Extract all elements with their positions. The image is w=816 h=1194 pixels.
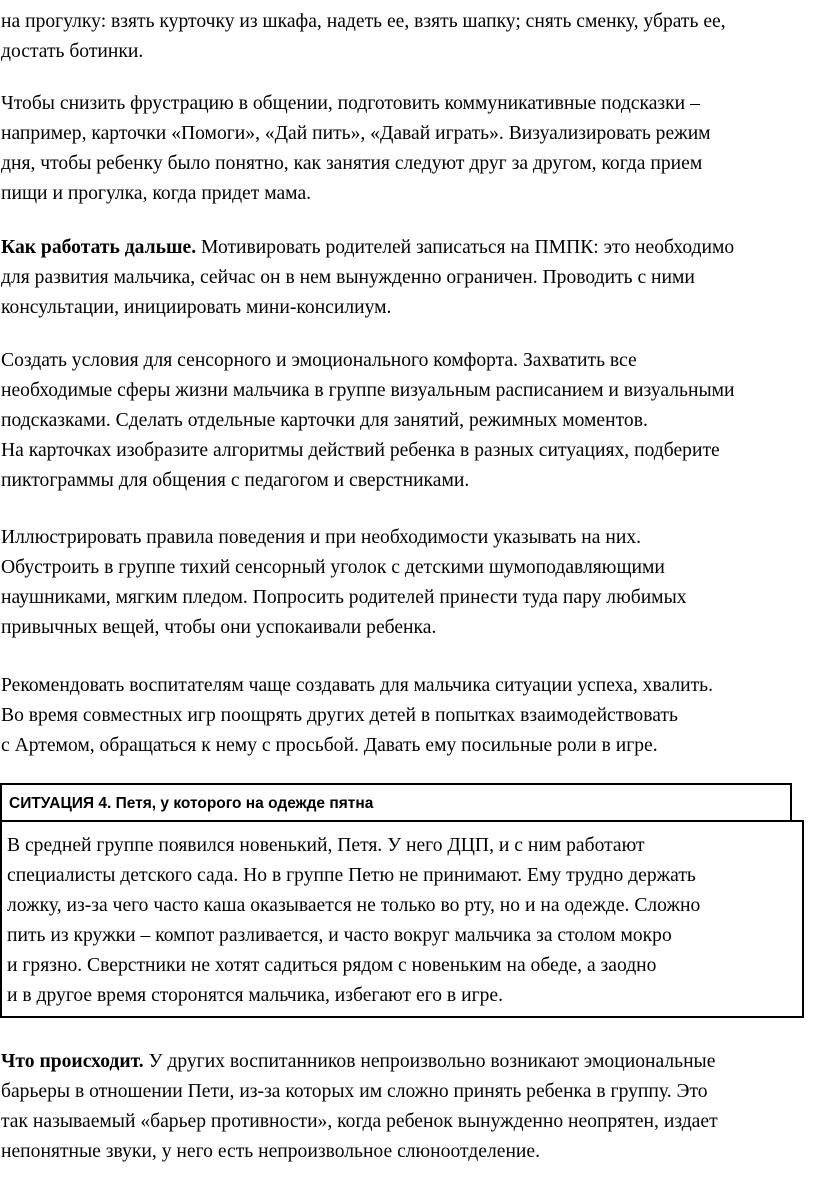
text-line: достать ботинки.	[1, 41, 144, 62]
next-steps-paragraph	[1, 233, 813, 323]
text-line: пиктограммы для общения с педагогом и сверстниками.	[1, 470, 470, 491]
text-line: Иллюстрировать правила поведения и при необходимости указывать на них.	[1, 527, 642, 548]
section-heading: Как работать дальше.	[1, 237, 197, 258]
text-line: с Артемом, обращаться к нему с просьбой. Давать ему посильные роли в игре.	[1, 735, 658, 756]
rules-paragraph	[1, 523, 813, 643]
text-line: подсказками. Сделать отдельные карточки для занятий, режимных моментов.	[1, 410, 648, 431]
text-line: барьеры в отношении Пети, из-за которых им сложно принять ребенка в группу. Это	[1, 1081, 708, 1102]
what-happens-paragraph	[1, 1047, 813, 1167]
text-line: На карточках изобразите алгоритмы действий ребенка в разных ситуациях, подберите	[1, 440, 720, 461]
situation-description-box	[0, 820, 804, 1018]
situation-title-box	[0, 783, 792, 820]
text-line: необходимые сферы жизни мальчика в группе визуальным расписанием и визуальными	[1, 380, 735, 401]
communication-paragraph	[1, 89, 813, 209]
text-line	[1, 233, 813, 263]
text-line: так называемый «барьер противности», когда ребенок вынужденно неопрятен, издает	[1, 1111, 718, 1132]
text-line: В средней группе появился новенький, Петя. У него ДЦП, и с ним работают	[7, 835, 645, 856]
text-line: пить из кружки – компот разливается, и часто вокруг мальчика за столом мокро	[7, 925, 672, 946]
situation-description	[7, 831, 802, 1011]
text-line: на прогулку: взять курточку из шкафа, надеть ее, взять шапку; снять сменку, убрать ее,	[1, 11, 726, 32]
situation-title: СИТУАЦИЯ 4. Петя, у которого на одежде пятна	[9, 795, 374, 812]
intro-paragraph	[1, 7, 813, 67]
text-line: дня, чтобы ребенку было понятно, как занятия следуют друг за другом, когда прием	[1, 153, 703, 174]
text-line: специалисты детского сада. Но в группе Петю не принимают. Ему трудно держать	[7, 865, 696, 886]
text-line: Обустроить в группе тихий сенсорный уголок с детскими шумоподавляющими	[1, 557, 665, 578]
text-line: Чтобы снизить фрустрацию в общении, подготовить коммуникативные подсказки –	[1, 93, 700, 114]
conditions-paragraph	[1, 346, 813, 496]
success-paragraph	[1, 671, 813, 761]
text-line: например, карточки «Помоги», «Дай пить», «Давай играть». Визуализировать режим	[1, 123, 711, 144]
text-line: привычных вещей, чтобы они успокаивали ребенка.	[1, 617, 437, 638]
text-line: пищи и прогулка, когда придет мама.	[1, 183, 312, 204]
text-line: наушниками, мягким пледом. Попросить родителей принести туда пару любимых	[1, 587, 687, 608]
text-line: Во время совместных игр поощрять других детей в попытках взаимодействовать	[1, 705, 678, 726]
text-line: и в другое время сторонятся мальчика, избегают его в игре.	[7, 985, 503, 1006]
text-line: для развития мальчика, сейчас он в нем вынужденно ограничен. Проводить с ними	[1, 267, 695, 288]
text-segment: У других воспитанников непроизвольно возникают эмоциональные	[143, 1051, 716, 1072]
text-segment: Мотивировать родителей записаться на ПМПК: это необходимо	[196, 237, 735, 258]
text-line: непонятные звуки, у него есть непроизвольное слюноотделение.	[1, 1141, 541, 1162]
text-line	[1, 1047, 813, 1077]
text-line: и грязно. Сверстники не хотят садиться рядом с новеньким на обеде, а заодно	[7, 955, 657, 976]
text-line: ложку, из-за чего часто каша оказывается не только во рту, но и на одежде. Сложно	[7, 895, 701, 916]
text-line: Рекомендовать воспитателям чаще создавать для мальчика ситуации успеха, хвалить.	[1, 675, 713, 696]
text-line: Создать условия для сенсорного и эмоционального комфорта. Захватить все	[1, 350, 637, 371]
section-heading: Что происходит.	[1, 1051, 144, 1072]
text-line: консультации, инициировать мини-консилиум.	[1, 297, 392, 318]
